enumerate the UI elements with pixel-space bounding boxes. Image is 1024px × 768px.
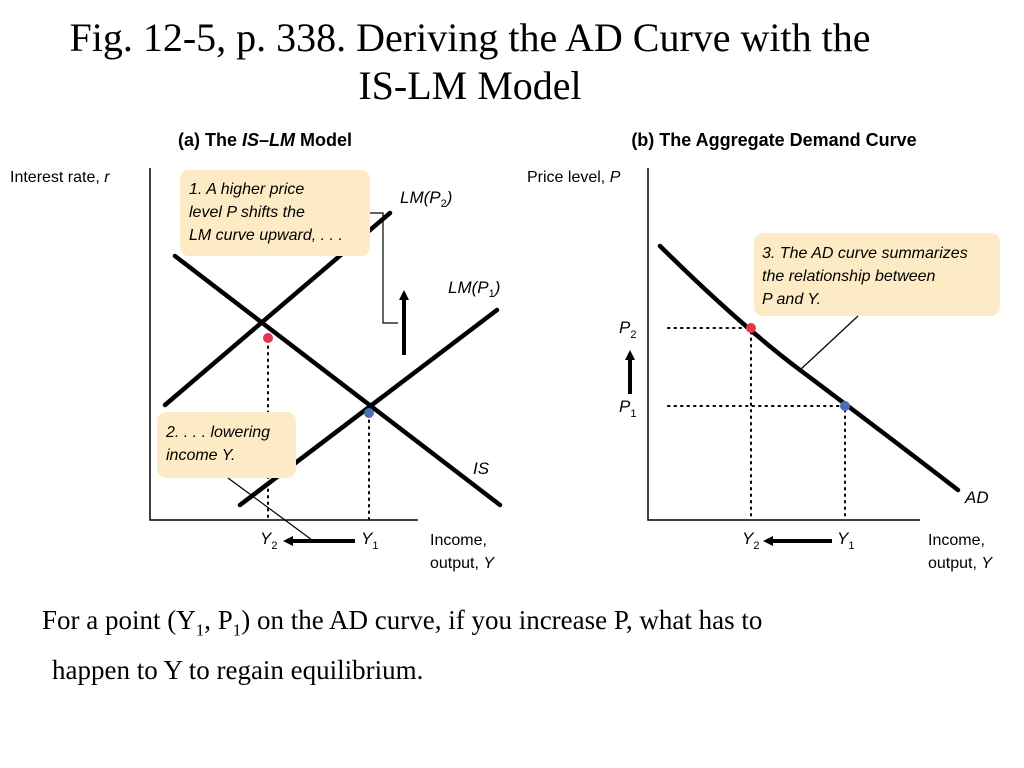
slide-title-line-1: Fig. 12-5, p. 338. Deriving the AD Curve with the [69,15,871,60]
callout-3-leader [800,316,858,370]
callout-2-box [157,412,296,478]
callout-1-line-2: level P shifts the [189,204,305,221]
question-part-2: , P [204,605,233,635]
callout-3-line-2: the relationship between [762,268,936,285]
question-part-1: For a point (Y [42,605,196,635]
question-part-3: ) on the AD curve, if you increase P, what has to [241,605,763,635]
panel-a-is-lm [10,130,500,572]
question-text [42,600,1002,691]
panel-a-y1-label [361,529,378,552]
figure-is-lm-ad [0,120,1024,580]
p2-label-sub: 2 [630,329,637,341]
callout-1-line-3: LM curve upward, . . . [189,227,343,244]
question-line-2: happen to Y to regain equilibrium. [52,655,424,686]
p2-label [619,318,636,341]
question-sub-1: 1 [195,620,205,640]
lm-p2-label [400,188,452,210]
callout-2-line-2: income Y. [166,447,236,464]
lm-p2-label-sub: 2 [440,198,447,210]
panel-a-title-is: IS [241,130,260,150]
slide-title-line-2: IS-LM Model [358,63,582,108]
p1-label [619,397,636,420]
panel-a-title [178,130,352,150]
panel-a-y2-sub: 2 [271,540,278,552]
panel-b-y-axis-label [527,169,621,186]
panel-b-x-axis-text: output, [928,555,982,572]
lm-p1-label [448,278,500,300]
panel-b-y1-label [837,529,854,552]
callout-3-line-3: P and Y. [762,291,822,308]
panel-a-y-axis-label [10,169,110,186]
callout-3-line-1: 3. The AD curve summarizes [762,245,968,262]
panel-b-x-axis-symbol: Y [981,555,993,572]
p2-label-base: P [619,318,631,337]
is-label: IS [473,459,490,478]
panel-b-y1-base: Y [837,529,849,548]
panel-b-y2-base: Y [742,529,754,548]
panel-b-y2-label [742,529,759,552]
lm-p1-label-suffix: ) [494,278,501,297]
panel-b-x-axis-label [928,532,993,572]
lm-p1-label-sub: 1 [488,288,495,300]
panel-b-y1-sub: 1 [848,540,855,552]
ad-point-p1 [840,401,850,411]
ad-label: AD [965,488,989,507]
panel-b-y-axis-text: Price level, [527,169,610,186]
panel-a-title-lm: LM [269,130,296,150]
panel-a-x-axis-line-2 [430,555,495,572]
panel-a-y2-base: Y [260,529,272,548]
panel-a-title-suffix: Model [295,130,353,150]
panel-b-y-axis-symbol: P [609,169,621,186]
lm-p2-label-suffix: ) [446,188,453,207]
panel-a-x-axis-text: output, [430,555,484,572]
panel-a-title-dash: – [259,130,270,150]
p1-label-sub: 1 [630,408,637,420]
equilibrium-point-p2 [263,333,273,343]
lm-p1-label-prefix: LM(P [448,278,489,297]
panel-a-x-axis-label [430,532,495,572]
panel-b-x-axis-line-1: Income, [928,532,985,549]
equilibrium-point-p1 [364,408,374,418]
panel-b-axes [648,168,920,520]
panel-b-y2-sub: 2 [753,540,760,552]
panel-a-y2-label [260,529,277,552]
panel-a-x-axis-symbol: Y [483,555,495,572]
slide-title [0,14,940,110]
callout-1-line-1: 1. A higher price [189,181,305,198]
p1-label-base: P [619,397,631,416]
panel-b-x-axis-line-2 [928,555,993,572]
ad-point-p2 [746,323,756,333]
panel-b-aggregate-demand [527,130,1000,572]
question-sub-2: 1 [232,620,242,640]
callout-1-leader [370,213,398,323]
panel-a-y-axis-text: Interest rate, [10,169,105,186]
panel-a-y1-sub: 1 [372,540,379,552]
panel-a-y1-base: Y [361,529,373,548]
panel-a-x-axis-line-1: Income, [430,532,487,549]
panel-a-title-prefix: (a) The [177,130,242,150]
panel-b-title: (b) The Aggregate Demand Curve [631,130,917,150]
question-line-1 [42,600,1002,650]
callout-2-line-1: 2. . . . lowering [166,424,271,441]
panel-a-y-axis-symbol: r [104,169,110,186]
lm-p2-label-prefix: LM(P [400,188,441,207]
